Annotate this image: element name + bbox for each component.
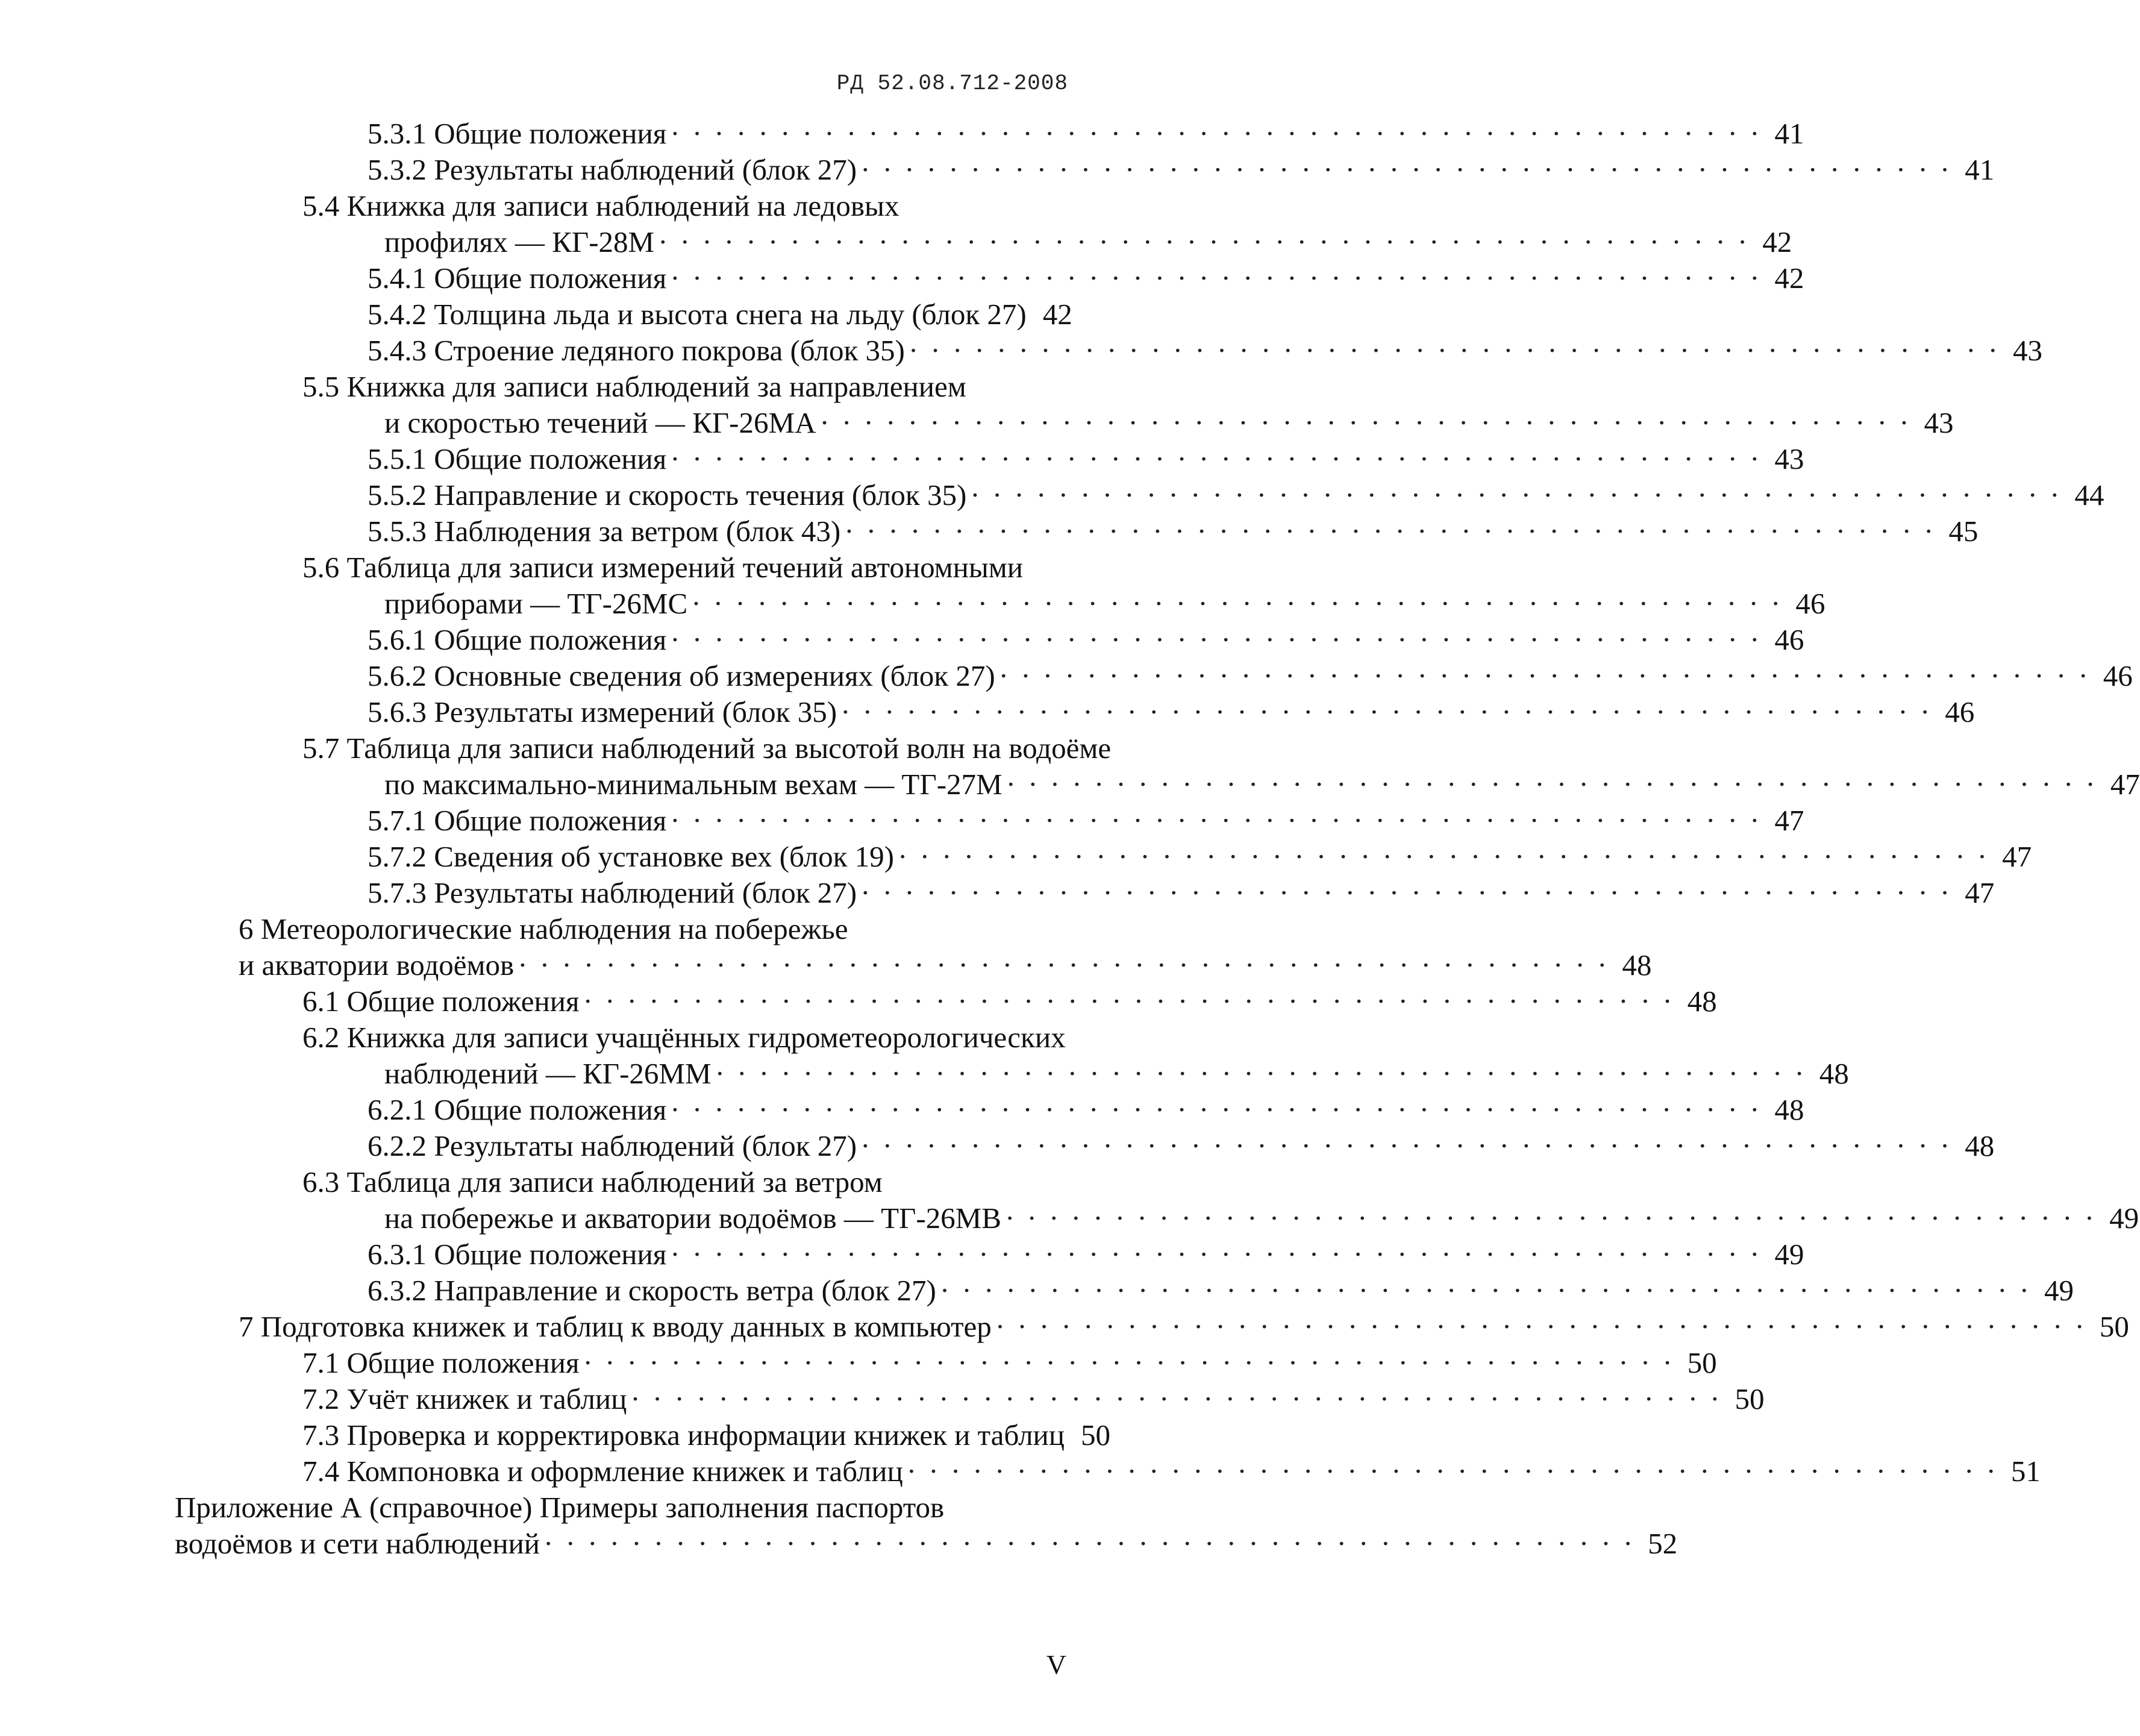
toc-entry-title: 6.2.2 Результаты наблюдений (блок 27) [368,1129,857,1162]
toc-page-number: 42 [1042,298,1072,331]
toc-entry-title: 6.3.1 Общие положения [368,1238,667,1271]
toc-page-number: 50 [2099,1310,2129,1343]
toc-entry-title: 5.6.3 Результаты измерений (блок 35) [368,695,837,729]
toc-entry-title: водоёмов и сети наблюдений [175,1527,540,1560]
toc-entry-title: 5.5.2 Направление и скорость течения (блок 35) [368,478,967,512]
toc-page-number: 41 [1774,117,1804,150]
toc-entry-title: 7.2 Учёт книжек и таблиц [302,1382,627,1415]
toc-entry-title: приборами — ТГ-26МС [384,587,688,620]
toc-entry-title: 5.7.1 Общие положения [368,804,667,837]
toc-entry[interactable] [0,1453,2041,1490]
toc-entry-title: 5.4 Книжка для записи наблюдений на ледовых [302,189,899,222]
toc-entry-title: 6.3.2 Направление и скорость ветра (блок 27) [368,1274,936,1307]
dot-leader: · · · · · · · · · · · · · · · · · · · · · · · · · · · · · · · · · · · · · · · · · · · · · · · · · · [543,1527,1636,1560]
toc-entry-title: 5.7 Таблица для записи наблюдений за высотой волн на водоёме [302,732,1112,765]
toc-entry-title: 5.5.3 Наблюдения за ветром (блок 43) [368,515,841,548]
toc-entry[interactable] [0,803,1804,839]
dot-leader: · · · · · · · · · · · · · · · · · · · · · · · · · · · · · · · · · · · · · · · · · · · · · · · · · · [906,1455,1998,1488]
dot-leader: · · · · · · · · · · · · · · · · · · · · · · · · · · · · · · · · · · · · · · · · · · · · · · · · · · [715,1057,1807,1090]
toc-entry[interactable] [0,550,1826,622]
dot-leader: · · · · · · · · · · · · · · · · · · · · · · · · · · · · · · · · · · · · · · · · · · · · · · · · · · [670,623,1762,656]
dot-leader: · · · · · · · · · · · · · · · · · · · · · · · · · · · · · · · · · · · · · · · · · · · · · · · · · · [898,840,1990,873]
toc-page-number: 48 [1622,948,1652,982]
toc-entry[interactable] [0,152,1995,188]
toc-page-number: 47 [2002,840,2032,873]
toc-page-number: 42 [1774,262,1804,295]
toc-entry[interactable] [0,1309,2129,1345]
dot-leader: · · · · · · · · · · · · · · · · · · · · · · · · · · · · · · · · · · · · · · · · · · · · · · · · · · [995,1310,2087,1343]
toc-page-number: 49 [1774,1238,1804,1271]
toc-entry[interactable] [0,1490,1678,1562]
toc-entry-title: 5.6.2 Основные сведения об измерениях (блок 27) [368,659,995,692]
toc-entry[interactable] [0,260,1804,296]
toc-page-number: 49 [2044,1274,2074,1307]
toc-page-number: 41 [1965,153,1995,186]
toc-entry-title: 5.4.3 Строение ледяного покрова (блок 35) [368,334,905,367]
toc-entry-title: и акватории водоёмов [239,948,515,982]
toc-entry[interactable] [0,1417,1174,1453]
toc-entry[interactable] [0,875,1995,911]
toc-entry[interactable] [0,333,2042,369]
dot-leader: · · · · · · · · · · · · · · · · · · · · · · · · · · · · · · · · · · · · · · · · · · · · · · · · · · [860,1129,1953,1162]
toc-page-number: 51 [2010,1455,2041,1488]
toc-entry[interactable] [0,1128,1995,1164]
toc-entry-title: 5.7.2 Сведения об установке вех (блок 19) [368,840,894,873]
toc-page-number: 45 [1948,515,1979,548]
toc-entry-title: 5.5 Книжка для записи наблюдений за направлением [302,370,966,403]
toc-entry[interactable] [0,513,1979,550]
dot-leader: · · · · · · · · · · · · · · · · · · · · · · · · · · · · · · · · · · · · · · · · · · · · · · · · · · [908,334,2000,367]
toc-page-number: 46 [1945,695,1975,729]
toc-entry[interactable] [0,658,2133,694]
toc-page-number: 50 [1687,1346,1717,1379]
toc-page-number: 43 [1774,442,1804,475]
toc-page-number: 48 [1774,1093,1804,1126]
toc-entry-title: 5.4.1 Общие положения [368,262,667,295]
toc-entry[interactable] [0,622,1804,658]
toc-entry-title: 6.1 Общие положения [302,985,580,1018]
dot-leader: · · · · · · · · · · · · · · · · · · · · · · · · · · · · · · · · · · · · · · · · · · · · · · · · · · [1004,1202,2097,1235]
dot-leader: · · · · · · · · · · · · · · · · · · · · · · · · · · · · · · · · · · · · · · · · · · · · · · · · · · [840,695,1933,729]
toc-page-number: 48 [1819,1057,1849,1090]
dot-leader: · · · · · · · · · · · · · · · · · · · · · · · · · · · · · · · · · · · · · · · · · · · · · · · · · · [970,478,2062,512]
toc-page-number: 42 [1762,225,1792,259]
document-code: РД 52.08.712-2008 [836,71,1068,96]
toc-entry[interactable] [0,296,1174,333]
toc-entry-title: 7.1 Общие положения [302,1346,580,1379]
toc-entry-title: 6.2.1 Общие положения [368,1093,667,1126]
toc-entry[interactable] [0,694,1975,730]
toc-page-number: 47 [1774,804,1804,837]
toc-entry-title: Приложение А (справочное) Примеры заполнения паспортов [175,1491,945,1524]
toc-page-number: 46 [1795,587,1826,620]
toc-entry-title: на побережье и акватории водоёмов — ТГ-26МВ [384,1202,1001,1235]
toc-page-number: 44 [2074,478,2104,512]
toc-entry[interactable] [0,441,1804,477]
toc-page-number: 50 [1735,1382,1765,1415]
toc-page-number: 43 [2012,334,2042,367]
toc-entry-title: 5.3.1 Общие положения [368,117,667,150]
toc-entry-title: и скоростью течений — КГ-26МА [384,406,816,439]
toc-entry[interactable] [0,1273,2074,1309]
dot-leader: · · · · · · · · · · · · · · · · · · · · · · · · · · · · · · · · · · · · · · · · · · · · · · · · · · [670,1238,1762,1271]
toc-entry-title: 5.5.1 Общие положения [368,442,667,475]
dot-leader: · · · · · · · · · · · · · · · · · · · · · · · · · · · · · · · · · · · · · · · · · · · · · · · · · · [518,948,1610,982]
toc-entry-title: 7.3 Проверка и корректировка информации книжек и таблиц [302,1418,1065,1452]
toc-entry-title: 5.6.1 Общие положения [368,623,667,656]
toc-entry-title: 5.3.2 Результаты наблюдений (блок 27) [368,153,857,186]
dot-leader: · · · · · · · · · · · · · · · · · · · · · · · · · · · · · · · · · · · · · · · · · · · · · · · · · · [670,442,1762,475]
toc-entry[interactable] [0,983,1717,1020]
dot-leader: · · · · · · · · · · · · · · · · · · · · · · · · · · · · · · · · · · · · · · · · · · · · · · · · · · [658,225,1750,259]
dot-leader: · · · · · · · · · · · · · · · · · · · · · · · · · · · · · · · · · · · · · · · · · · · · · · · · · · [844,515,1936,548]
dot-leader: · · · · · · · · · · · · · · · · · · · · · · · · · · · · · · · · · · · · · · · · · · · · · · · · · · [583,1346,1675,1379]
toc-entry[interactable] [0,1020,1849,1092]
toc-page-number: 48 [1965,1129,1995,1162]
dot-leader: · · · · · · · · · · · · · · · · · · · · · · · · · · · · · · · · · · · · · · · · · · · · · · · · · · [998,659,2091,692]
toc-entry[interactable] [0,1345,1717,1381]
table-of-contents [0,116,2140,1562]
toc-entry-title: наблюдений — КГ-26ММ [384,1057,712,1090]
toc-page-number: 47 [1965,876,1995,909]
toc-entry[interactable] [0,1381,1765,1417]
toc-page-number: 46 [2103,659,2133,692]
toc-page-number: 52 [1648,1527,1678,1560]
toc-page-number: 43 [1924,406,1954,439]
toc-page-number: 49 [2109,1202,2139,1235]
toc-entry-title: 5.4.2 Толщина льда и высота снега на льду (блок 27) [368,298,1027,331]
dot-leader: · · · · · · · · · · · · · · · · · · · · · · · · · · · · · · · · · · · · · · · · · · · · · · · · · · [691,587,1783,620]
toc-entry[interactable] [0,1236,1804,1273]
toc-entry-title: 7.4 Компоновка и оформление книжек и таблиц [302,1455,903,1488]
dot-leader: · · · · · · · · · · · · · · · · · · · · · · · · · · · · · · · · · · · · · · · · · · · · · · · · · · [670,117,1762,150]
page-number: V [1046,1649,1066,1680]
toc-entry[interactable] [0,1164,2139,1236]
toc-entry[interactable] [0,188,1792,260]
toc-entry[interactable] [0,730,2140,803]
toc-entry-title: по максимально-минимальным вехам — ТГ-27М [384,768,1003,801]
toc-entry-title: 5.7.3 Результаты наблюдений (блок 27) [368,876,857,909]
toc-page-number: 47 [2110,768,2140,801]
toc-entry-title: 6.3 Таблица для записи наблюдений за ветром [302,1165,883,1199]
dot-leader: · · · · · · · · · · · · · · · · · · · · · · · · · · · · · · · · · · · · · · · · · · · · · · · · · · [860,153,1953,186]
toc-entry[interactable] [0,369,1954,441]
toc-entry-title: 7 Подготовка книжек и таблиц к вводу данных в компьютер [239,1310,992,1343]
dot-leader: · · · · · · · · · · · · · · · · · · · · · · · · · · · · · · · · · · · · · · · · · · · · · · · · · · [670,804,1762,837]
toc-page-number: 50 [1080,1418,1110,1452]
dot-leader: · · · · · · · · · · · · · · · · · · · · · · · · · · · · · · · · · · · · · · · · · · · · · · · · · · [1006,768,2098,801]
toc-entry[interactable] [0,477,2104,513]
dot-leader: · · · · · · · · · · · · · · · · · · · · · · · · · · · · · · · · · · · · · · · · · · · · · · · · · · [670,1093,1762,1126]
toc-entry-title: 5.6 Таблица для записи измерений течений автономными [302,551,1024,584]
toc-entry[interactable] [0,116,1804,152]
dot-leader: · · · · · · · · · · · · · · · · · · · · · · · · · · · · · · · · · · · · · · · · · · · · · · · · · · [630,1382,1722,1415]
toc-entry-title: 6.2 Книжка для записи учащённых гидрометеорологических [302,1021,1066,1054]
dot-leader: · · · · · · · · · · · · · · · · · · · · · · · · · · · · · · · · · · · · · · · · · · · · · · · · · · [670,262,1762,295]
toc-entry[interactable] [0,839,2032,875]
dot-leader: · · · · · · · · · · · · · · · · · · · · · · · · · · · · · · · · · · · · · · · · · · · · · · · · · · [939,1274,2032,1307]
toc-entry-title: профилях — КГ-28М [384,225,655,259]
toc-entry[interactable] [0,911,1652,983]
dot-leader: · · · · · · · · · · · · · · · · · · · · · · · · · · · · · · · · · · · · · · · · · · · · · · · · · · [583,985,1675,1018]
toc-entry-title: 6 Метеорологические наблюдения на побережье [239,912,848,945]
dot-leader: · · · · · · · · · · · · · · · · · · · · · · · · · · · · · · · · · · · · · · · · · · · · · · · · · · [860,876,1953,909]
toc-page-number: 48 [1687,985,1717,1018]
dot-leader: · · · · · · · · · · · · · · · · · · · · · · · · · · · · · · · · · · · · · · · · · · · · · · · · · · [819,406,1912,439]
toc-entry[interactable] [0,1092,1804,1128]
toc-page-number: 46 [1774,623,1804,656]
